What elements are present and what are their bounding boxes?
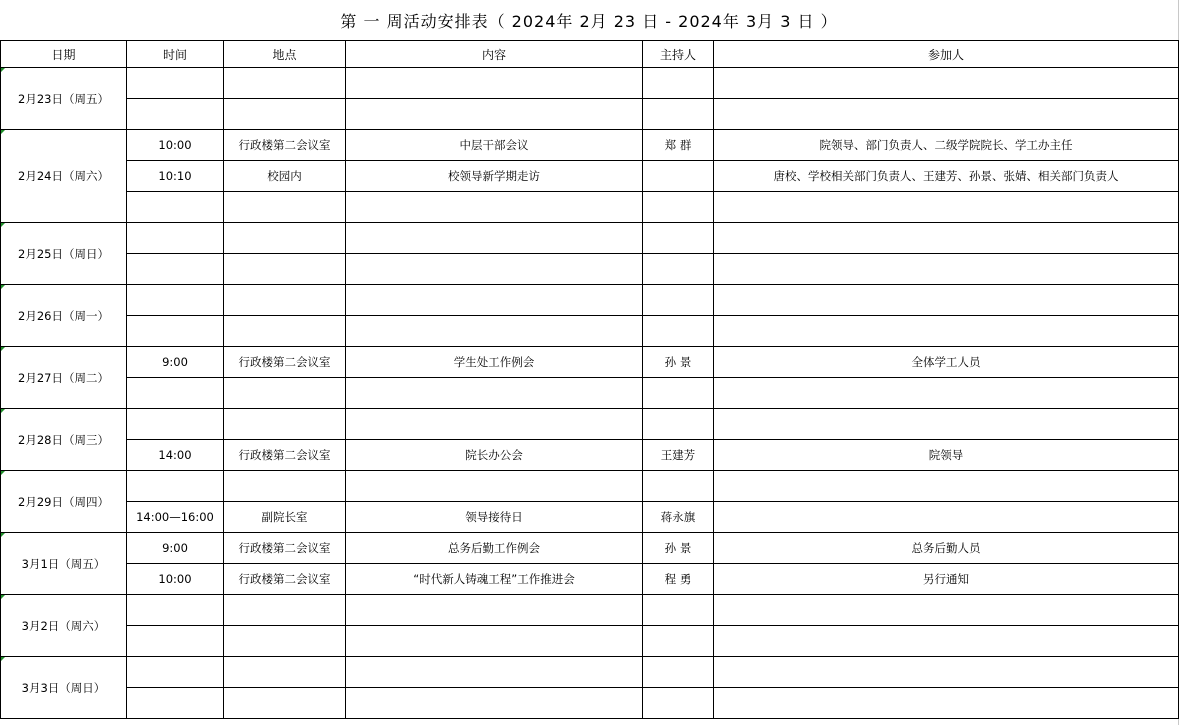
table-row — [1, 440, 1179, 471]
table-row — [1, 595, 1179, 626]
table-row — [1, 192, 1179, 223]
cell-time[interactable]: 14:00—16:00 — [127, 502, 224, 533]
cell-participants[interactable] — [714, 68, 1179, 99]
table-row — [1, 533, 1179, 564]
cell-place[interactable]: 校园内 — [224, 161, 346, 192]
cell-time[interactable]: 10:10 — [127, 161, 224, 192]
cell-host[interactable] — [643, 378, 714, 409]
cell-place[interactable] — [224, 409, 346, 440]
cell-date[interactable]: 2月23日（周五） — [1, 68, 127, 130]
table-row — [1, 626, 1179, 657]
cell-content[interactable] — [346, 626, 643, 657]
cell-content[interactable] — [346, 688, 643, 719]
cell-participants[interactable] — [714, 471, 1179, 502]
cell-participants[interactable] — [714, 626, 1179, 657]
cell-participants[interactable] — [714, 223, 1179, 254]
cell-place[interactable]: 行政楼第二会议室 — [224, 440, 346, 471]
cell-time[interactable] — [127, 657, 224, 688]
cell-content[interactable] — [346, 192, 643, 223]
cell-host[interactable] — [643, 68, 714, 99]
cell-host[interactable] — [643, 626, 714, 657]
cell-host[interactable] — [643, 595, 714, 626]
cell-participants[interactable] — [714, 409, 1179, 440]
cell-time[interactable]: 10:00 — [127, 564, 224, 595]
column-header-time[interactable]: 时间 — [127, 41, 224, 68]
table-row — [1, 657, 1179, 688]
cell-time[interactable] — [127, 223, 224, 254]
cell-host[interactable]: 程 勇 — [643, 564, 714, 595]
column-header-content[interactable]: 内容 — [346, 41, 643, 68]
cell-content[interactable] — [346, 595, 643, 626]
cell-time[interactable] — [127, 316, 224, 347]
cell-place[interactable] — [224, 471, 346, 502]
cell-host[interactable] — [643, 285, 714, 316]
cell-participants[interactable]: 院领导 — [714, 440, 1179, 471]
cell-content[interactable] — [346, 471, 643, 502]
column-header-place[interactable]: 地点 — [224, 41, 346, 68]
cell-content[interactable]: “时代新人铸魂工程”工作推进会 — [346, 564, 643, 595]
cell-place[interactable] — [224, 68, 346, 99]
cell-time[interactable] — [127, 688, 224, 719]
cell-host[interactable]: 孙 景 — [643, 533, 714, 564]
table-row — [1, 471, 1179, 502]
table-row — [1, 254, 1179, 285]
schedule-body — [1, 68, 1179, 719]
cell-host[interactable] — [643, 657, 714, 688]
cell-place[interactable]: 行政楼第二会议室 — [224, 130, 346, 161]
cell-time[interactable] — [127, 378, 224, 409]
cell-host[interactable] — [643, 192, 714, 223]
cell-participants[interactable]: 院领导、部门负责人、二级学院院长、学工办主任 — [714, 130, 1179, 161]
cell-host[interactable]: 郑 群 — [643, 130, 714, 161]
cell-participants[interactable]: 全体学工人员 — [714, 347, 1179, 378]
cell-content[interactable]: 院长办公会 — [346, 440, 643, 471]
cell-time[interactable]: 14:00 — [127, 440, 224, 471]
cell-date[interactable]: 3月1日（周五） — [1, 533, 127, 595]
cell-place[interactable] — [224, 99, 346, 130]
cell-participants[interactable] — [714, 688, 1179, 719]
cell-content[interactable]: 总务后勤工作例会 — [346, 533, 643, 564]
cell-host[interactable]: 孙 景 — [643, 347, 714, 378]
cell-place[interactable]: 行政楼第二会议室 — [224, 564, 346, 595]
cell-time[interactable]: 9:00 — [127, 347, 224, 378]
cell-time[interactable] — [127, 99, 224, 130]
cell-place[interactable] — [224, 378, 346, 409]
cell-date[interactable]: 2月29日（周四） — [1, 471, 127, 533]
cell-participants[interactable] — [714, 99, 1179, 130]
table-row — [1, 564, 1179, 595]
cell-content[interactable] — [346, 223, 643, 254]
cell-host[interactable] — [643, 223, 714, 254]
cell-participants[interactable] — [714, 378, 1179, 409]
cell-participants[interactable] — [714, 595, 1179, 626]
cell-host[interactable]: 王建芳 — [643, 440, 714, 471]
cell-content[interactable] — [346, 68, 643, 99]
cell-participants[interactable] — [714, 192, 1179, 223]
cell-participants[interactable]: 另行通知 — [714, 564, 1179, 595]
table-row — [1, 502, 1179, 533]
cell-host[interactable] — [643, 471, 714, 502]
cell-host[interactable] — [643, 688, 714, 719]
cell-content[interactable] — [346, 99, 643, 130]
cell-participants[interactable]: 总务后勤人员 — [714, 533, 1179, 564]
cell-date[interactable]: 2月25日（周日） — [1, 223, 127, 285]
cell-date[interactable]: 2月27日（周二） — [1, 347, 127, 409]
column-header-host[interactable]: 主持人 — [643, 41, 714, 68]
column-header-participants[interactable]: 参加人 — [714, 41, 1179, 68]
cell-time[interactable] — [127, 409, 224, 440]
table-row — [1, 68, 1179, 99]
cell-place[interactable] — [224, 595, 346, 626]
cell-host[interactable]: 蒋永旗 — [643, 502, 714, 533]
cell-content[interactable] — [346, 316, 643, 347]
cell-time[interactable] — [127, 254, 224, 285]
table-row — [1, 688, 1179, 719]
cell-content[interactable]: 学生处工作例会 — [346, 347, 643, 378]
table-row — [1, 130, 1179, 161]
cell-time[interactable] — [127, 471, 224, 502]
cell-place[interactable] — [224, 657, 346, 688]
table-row — [1, 409, 1179, 440]
cell-date[interactable]: 2月24日（周六） — [1, 130, 127, 223]
cell-place[interactable] — [224, 285, 346, 316]
cell-content[interactable] — [346, 409, 643, 440]
table-row — [1, 285, 1179, 316]
cell-time[interactable] — [127, 192, 224, 223]
table-row — [1, 347, 1179, 378]
table-row — [1, 223, 1179, 254]
cell-content[interactable] — [346, 254, 643, 285]
cell-participants[interactable] — [714, 285, 1179, 316]
table-row — [1, 99, 1179, 130]
cell-participants[interactable] — [714, 502, 1179, 533]
cell-place[interactable] — [224, 316, 346, 347]
cell-participants[interactable] — [714, 316, 1179, 347]
cell-time[interactable] — [127, 626, 224, 657]
cell-content[interactable] — [346, 657, 643, 688]
table-row — [1, 161, 1179, 192]
cell-time[interactable]: 9:00 — [127, 533, 224, 564]
cell-place[interactable]: 行政楼第二会议室 — [224, 533, 346, 564]
cell-date[interactable]: 2月26日（周一） — [1, 285, 127, 347]
cell-content[interactable] — [346, 285, 643, 316]
cell-place[interactable] — [224, 626, 346, 657]
schedule-title: 第 一 周活动安排表（ 2024年 2月 23 日 - 2024年 3月 3 日 ） — [340, 11, 838, 31]
cell-participants[interactable] — [714, 254, 1179, 285]
cell-time[interactable] — [127, 595, 224, 626]
table-row — [1, 378, 1179, 409]
cell-place[interactable]: 副院长室 — [224, 502, 346, 533]
cell-participants[interactable]: 唐校、学校相关部门负责人、王建芳、孙景、张婧、相关部门负责人 — [714, 161, 1179, 192]
header-row — [1, 41, 1179, 68]
cell-date[interactable]: 3月3日（周日） — [1, 657, 127, 719]
weekly-schedule-table — [0, 40, 1179, 719]
cell-time[interactable]: 10:00 — [127, 130, 224, 161]
cell-time[interactable] — [127, 285, 224, 316]
cell-place[interactable] — [224, 223, 346, 254]
cell-date[interactable]: 3月2日（周六） — [1, 595, 127, 657]
table-row — [1, 316, 1179, 347]
cell-host[interactable] — [643, 316, 714, 347]
cell-host[interactable] — [643, 254, 714, 285]
cell-host[interactable] — [643, 409, 714, 440]
cell-time[interactable] — [127, 68, 224, 99]
cell-content[interactable]: 校领导新学期走访 — [346, 161, 643, 192]
cell-participants[interactable] — [714, 657, 1179, 688]
cell-place[interactable] — [224, 254, 346, 285]
cell-content[interactable]: 中层干部会议 — [346, 130, 643, 161]
cell-host[interactable] — [643, 99, 714, 130]
cell-date[interactable]: 2月28日（周三） — [1, 409, 127, 471]
cell-content[interactable]: 领导接待日 — [346, 502, 643, 533]
cell-host[interactable] — [643, 161, 714, 192]
column-header-date[interactable]: 日期 — [1, 41, 127, 68]
cell-place[interactable] — [224, 192, 346, 223]
cell-place[interactable]: 行政楼第二会议室 — [224, 347, 346, 378]
cell-content[interactable] — [346, 378, 643, 409]
cell-place[interactable] — [224, 688, 346, 719]
